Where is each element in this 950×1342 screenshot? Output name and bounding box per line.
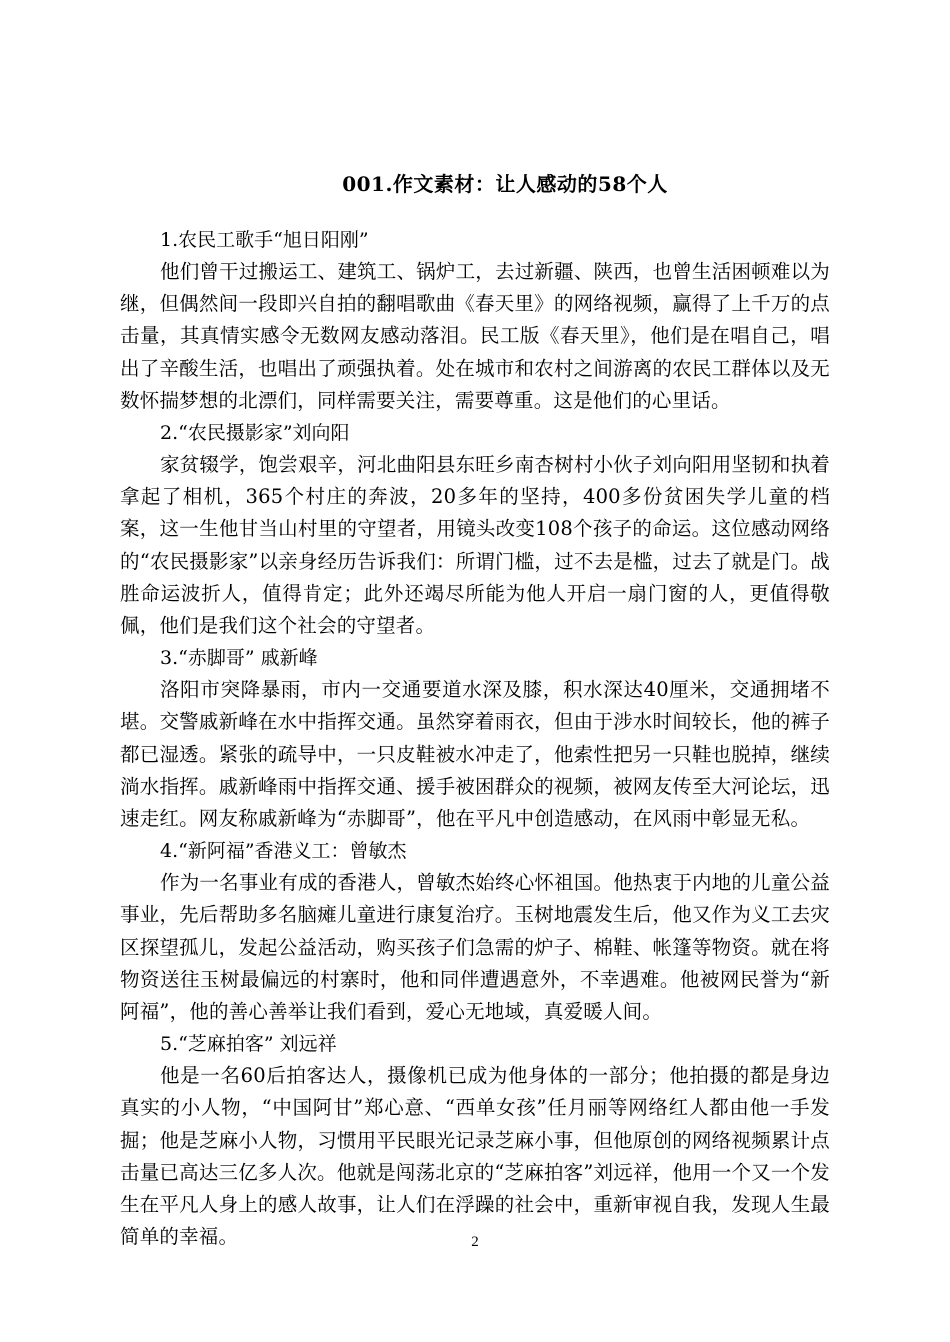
section-heading: 5.“芝麻拍客” 刘远祥 [160, 1033, 337, 1056]
section-body: 他们曾干过搬运工、建筑工、锅炉工，去过新疆、陕西，也曾生活困顿难以为继，但偶然间一段即兴自拍的翻唱歌曲《春天里》的网络视频，赢得了上千万的点击量，其真情实感令无数网友感动落泪。民工版《春天里》，他们是在唱自己，唱出了辛酸生活，也唱出了顽强执着。处在城市和农村之间游离的农民工群体以及无数怀揣梦想的北漂们，同样需要关注，需要尊重。这是他们的心里话。 [120, 260, 830, 412]
section-heading: 2.“农民摄影家”刘向阳 [160, 422, 350, 445]
section-body: 他是一名60后拍客达人，摄像机已成为他身体的一部分；他拍摄的都是身边真实的小人物，“中国阿甘”郑心意、“西单女孩”任月丽等网络红人都由他一手发掘；他是芝麻小人物，习惯用平民眼光记录芝麻小事，但他原创的网络视频累计点击量已高达三亿多人次。他就是闯荡北京的“芝麻拍客”刘远祥，他用一个又一个发生在平凡人身上的感人故事，让人们在浮躁的社会中，重新审视自我，发现人生最简单的幸福。 [120, 1064, 830, 1249]
section-1 [120, 224, 830, 417]
section-body: 作为一名事业有成的香港人，曾敏杰始终心怀祖国。他热衷于内地的儿童公益事业，先后帮助多名脑瘫儿童进行康复治疗。玉树地震发生后，他又作为义工去灾区探望孤儿，发起公益活动，购买孩子们急需的炉子、棉鞋、帐篷等物资。就在将物资送往玉树最偏远的村寨时，他和同伴遭遇意外，不幸遇难。他被网民誉为“新阿福”，他的善心善举让我们看到，爱心无地域，真爱暖人间。 [120, 871, 830, 1024]
section-3 [120, 642, 830, 835]
section-body: 洛阳市突降暴雨，市内一交通要道水深及膝，积水深达40厘米，交通拥堵不堪。交警戚新峰在水中指挥交通。虽然穿着雨衣，但由于涉水时间较长，他的裤子都已湿透。紧张的疏导中，一只皮鞋被水冲走了，他索性把另一只鞋也脱掉，继续淌水指挥。戚新峰雨中指挥交通、援手被困群众的视频，被网友传至大河论坛，迅速走红。网友称戚新峰为“赤脚哥”，他在平凡中创造感动，在风雨中彰显无私。 [120, 678, 830, 831]
section-5 [120, 1028, 830, 1253]
section-4 [120, 835, 830, 1028]
section-2 [120, 417, 830, 642]
document-title: 001.作文素材：让人感动的58个人 [342, 172, 668, 196]
section-heading: 3.“赤脚哥” 戚新峰 [160, 647, 318, 670]
section-heading: 1.农民工歌手“旭日阳刚” [160, 229, 369, 251]
page-number: 2 [471, 1234, 479, 1250]
document-content [120, 224, 830, 1253]
section-body: 家贫辍学，饱尝艰辛，河北曲阳县东旺乡南杏树村小伙子刘向阳用坚韧和执着拿起了相机，365个村庄的奔波，20多年的坚持，400多份贫困失学儿童的档案，这一生他甘当山村里的守望者，用镜头改变108个孩子的命运。这位感动网络的“农民摄影家”以亲身经历告诉我们：所谓门槛，过不去是槛，过去了就是门。战胜命运波折人，值得肯定；此外还竭尽所能为他人开启一扇门窗的人，更值得敬佩，他们是我们这个社会的守望者。 [120, 453, 830, 638]
section-heading: 4.“新阿福”香港义工：曾敏杰 [160, 840, 407, 863]
